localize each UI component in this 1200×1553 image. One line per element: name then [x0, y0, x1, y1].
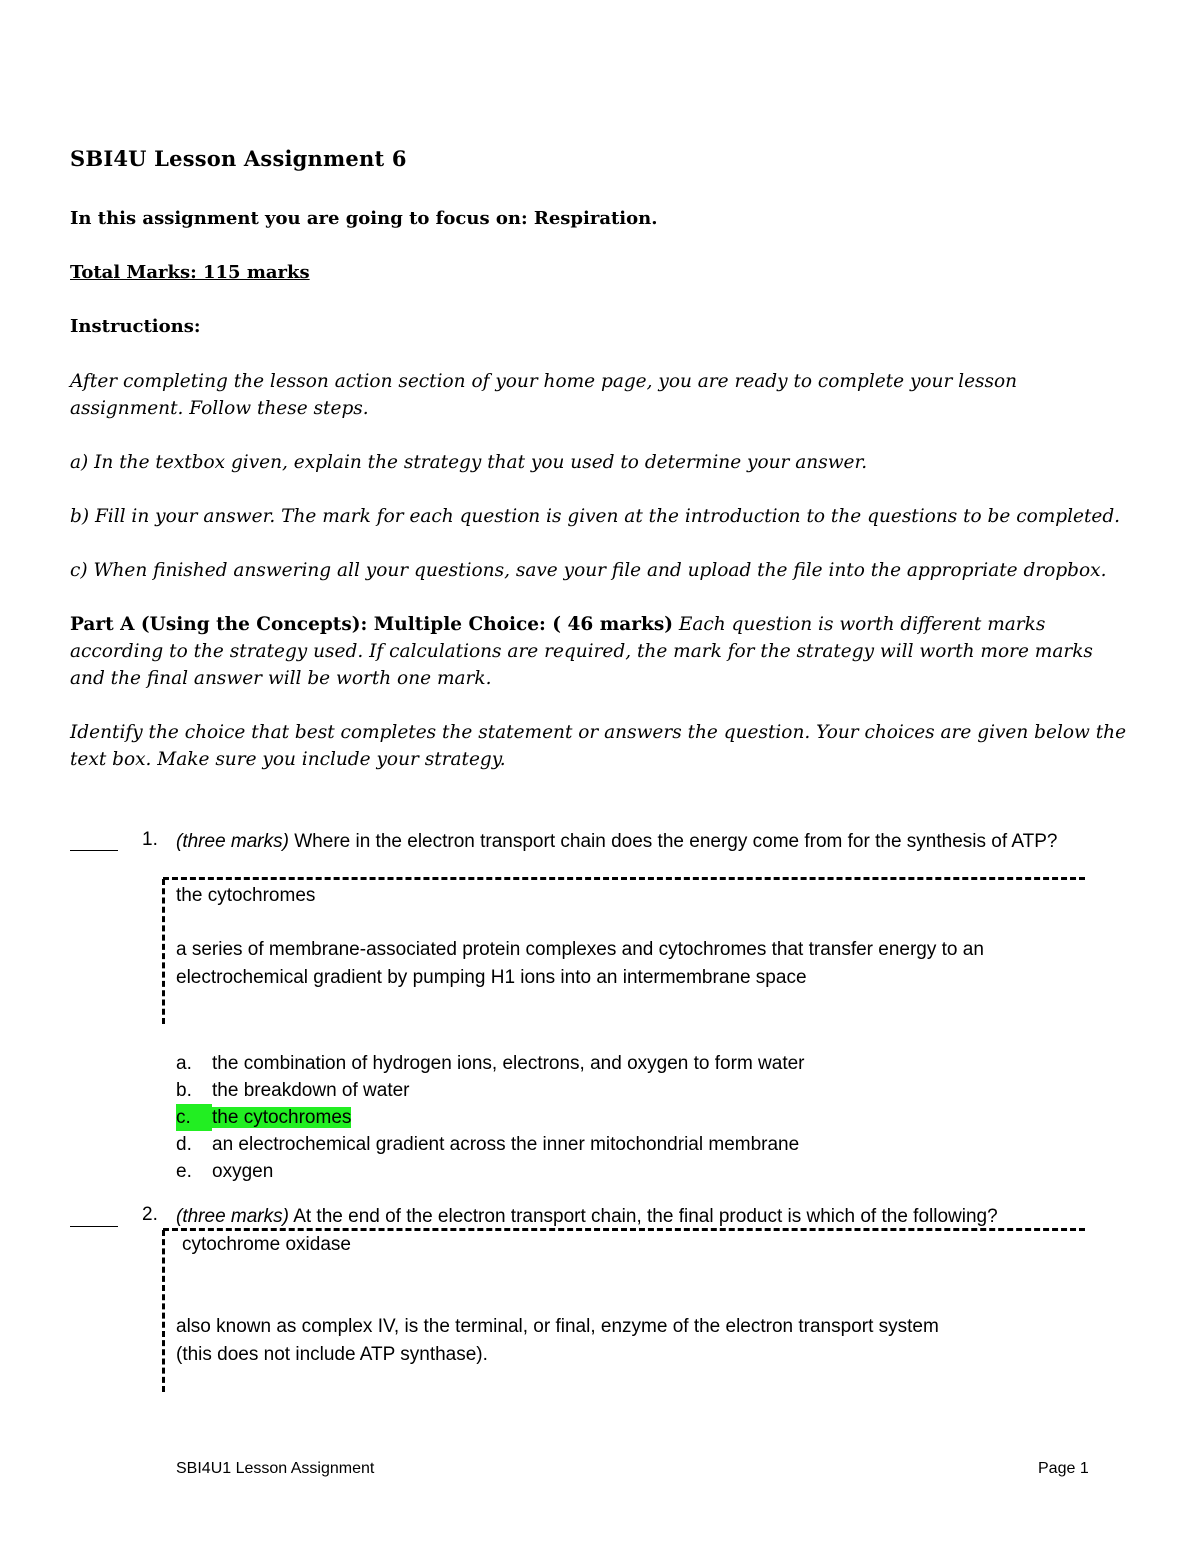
option-label: d. [176, 1134, 192, 1155]
question-text-1 [176, 829, 1111, 854]
question-body-2: At the end of the electron transport chain, the final product is which of the following? [288, 1206, 998, 1227]
option-text: the breakdown of water [212, 1080, 410, 1101]
step-c: c) When finished answering all your questions, save your file and upload the file into the appropriate dropbox. [70, 560, 1107, 581]
textbox-left-border-1 [162, 879, 165, 1024]
part-a-heading: Part A (Using the Concepts): Multiple Choice: ( 46 marks) [70, 614, 673, 635]
option-b-1 [176, 1077, 410, 1104]
question-body-1: Where in the electron transport chain does the energy come from for the synthesis of ATP? [288, 831, 1058, 852]
page-title: SBI4U Lesson Assignment 6 [70, 146, 407, 171]
step-a: a) In the textbox given, explain the strategy that you used to determine your answer. [70, 452, 868, 473]
option-e-1 [176, 1158, 273, 1185]
textbox-left-border-2 [162, 1230, 165, 1392]
question-number-2: 2. [142, 1204, 158, 1225]
footer-title: SBI4U1 Lesson Assignment [176, 1460, 375, 1477]
instructions-heading: Instructions: [70, 316, 201, 337]
strategy-explanation-2b[interactable]: (this does not include ATP synthase). [176, 1344, 488, 1365]
question-marks-1: (three marks) [176, 831, 289, 852]
part-a-paragraph [70, 611, 1130, 692]
strategy-explanation-1[interactable]: a series of membrane-associated protein complexes and cytochromes that transfer energy to an electrochemical gradient by pumping H1 ions into an intermembrane space [176, 939, 984, 988]
option-a-1 [176, 1050, 805, 1077]
focus-line: In this assignment you are going to focus on: Respiration. [70, 208, 658, 229]
question-number-1: 1. [142, 829, 158, 850]
option-label: e. [176, 1161, 192, 1182]
step-b: b) Fill in your answer. The mark for each question is given at the introduction to the questions to be completed. [70, 506, 1121, 527]
part-a-description: Each question is worth different marks according to the strategy used. If calculations are required, the mark for the strategy will worth more marks and the final answer will be worth one mark. [70, 614, 1093, 689]
question-marks-2: (three marks) [176, 1206, 289, 1227]
answer-blank-2[interactable] [70, 1226, 118, 1227]
total-marks: Total Marks: 115 marks [70, 262, 310, 283]
option-label: b. [176, 1080, 192, 1101]
intro-paragraph: After completing the lesson action section of your home page, you are ready to complete your lesson assignment. Follow these steps. [70, 371, 1018, 419]
option-text: oxygen [212, 1161, 274, 1182]
option-text: the combination of hydrogen ions, electrons, and oxygen to form water [212, 1053, 805, 1074]
strategy-explanation-2a[interactable]: also known as complex IV, is the terminal, or final, enzyme of the electron transport system [176, 1316, 939, 1337]
option-d-1 [176, 1131, 799, 1158]
option-text: an electrochemical gradient across the inner mitochondrial membrane [212, 1134, 800, 1155]
strategy-answer-1[interactable]: the cytochromes [176, 885, 316, 906]
question-text-2 [176, 1204, 1126, 1229]
textbox-top-border-1 [163, 877, 1085, 880]
page-number: Page 1 [1038, 1460, 1089, 1477]
identify-paragraph: Identify the choice that best completes the statement or answers the question. Your choices are given below the text box. Make sure you include your strategy. [70, 722, 1127, 770]
option-c-1-selected [176, 1104, 351, 1131]
option-text: the cytochromes [212, 1107, 352, 1128]
option-label: c. [176, 1104, 212, 1131]
answer-blank-1[interactable] [70, 850, 118, 851]
option-label: a. [176, 1053, 192, 1074]
strategy-answer-2[interactable]: cytochrome oxidase [182, 1234, 351, 1255]
